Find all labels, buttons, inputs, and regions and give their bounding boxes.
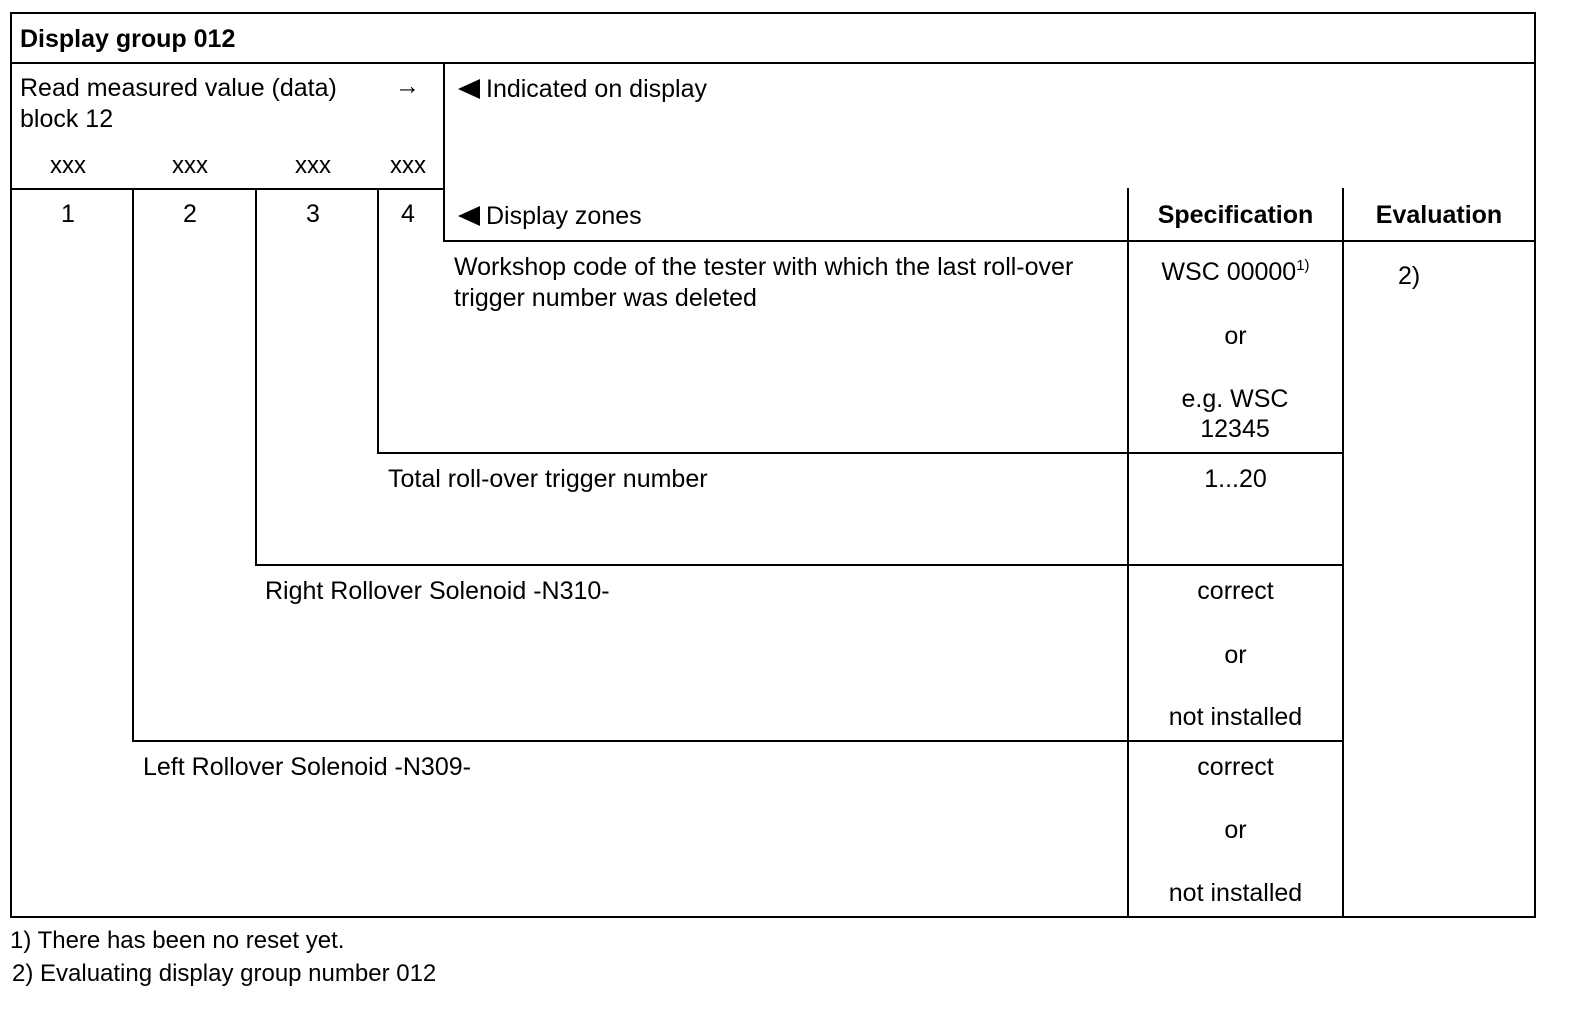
zone-number-2: 2 [183, 200, 197, 228]
row-3-spec-1: correct [1197, 577, 1274, 605]
eval-column-line [1342, 188, 1344, 918]
row-4-spec-1: correct [1197, 753, 1274, 781]
title-divider [10, 62, 1536, 64]
footnote-2: 2) Evaluating display group number 012 [12, 960, 437, 987]
xxx-value-3: xxx [295, 152, 331, 179]
border-bottom [10, 916, 1536, 918]
zone-number-4: 4 [401, 200, 415, 228]
row-1-divider [377, 452, 1344, 454]
row-2-description: Total roll-over trigger number [388, 465, 708, 493]
zone-line-1 [132, 188, 134, 742]
row-1-description: Workshop code of the tester with which the last roll-over trigger number was deleted [454, 253, 1074, 312]
row-1-spec-alt: e.g. WSC 12345 [1181, 385, 1289, 443]
page-title: Display group 012 [20, 25, 236, 53]
header-divider [443, 240, 1536, 242]
zone-number-3: 3 [306, 200, 320, 228]
xxx-value-4: xxx [390, 152, 426, 179]
zone-line-3 [377, 188, 379, 454]
specification-header: Specification [1157, 201, 1314, 229]
zone-line-2 [255, 188, 257, 566]
spec-column-line [1127, 188, 1129, 918]
row-2-spec: 1...20 [1204, 465, 1267, 493]
evaluation-header: Evaluation [1375, 201, 1503, 229]
border-top [10, 12, 1536, 14]
row-3-spec-or: or [1224, 641, 1247, 669]
indicated-label: Indicated on display [458, 75, 707, 104]
zone-number-1: 1 [61, 200, 75, 228]
xxx-divider [10, 188, 445, 190]
row-1-spec-or: or [1224, 322, 1247, 350]
footnote-1: 1) There has been no reset yet. [10, 927, 345, 954]
row-1-spec-main: WSC 00000$^{1)}$ [1161, 257, 1310, 286]
triangle-left-icon [458, 206, 480, 226]
border-left [10, 12, 12, 918]
triangle-left-icon [458, 79, 480, 99]
row-3-divider [132, 740, 1344, 742]
evaluation-note: 2) [1398, 262, 1421, 290]
row-2-divider [255, 564, 1344, 566]
row-4-description: Left Rollover Solenoid -N309- [143, 753, 471, 781]
display-zones-label: Display zones [458, 202, 642, 231]
row-4-spec-2: not installed [1168, 879, 1303, 907]
xxx-value-2: xxx [172, 152, 208, 179]
row-3-spec-2: not installed [1168, 703, 1303, 731]
xxx-value-1: xxx [50, 152, 86, 179]
row-4-spec-or: or [1224, 816, 1247, 844]
arrow-icon: → [395, 72, 420, 100]
read-block-label: Read measured value (data) block 12 [20, 74, 337, 133]
border-right [1534, 12, 1536, 918]
row-3-description: Right Rollover Solenoid -N310- [265, 577, 610, 605]
